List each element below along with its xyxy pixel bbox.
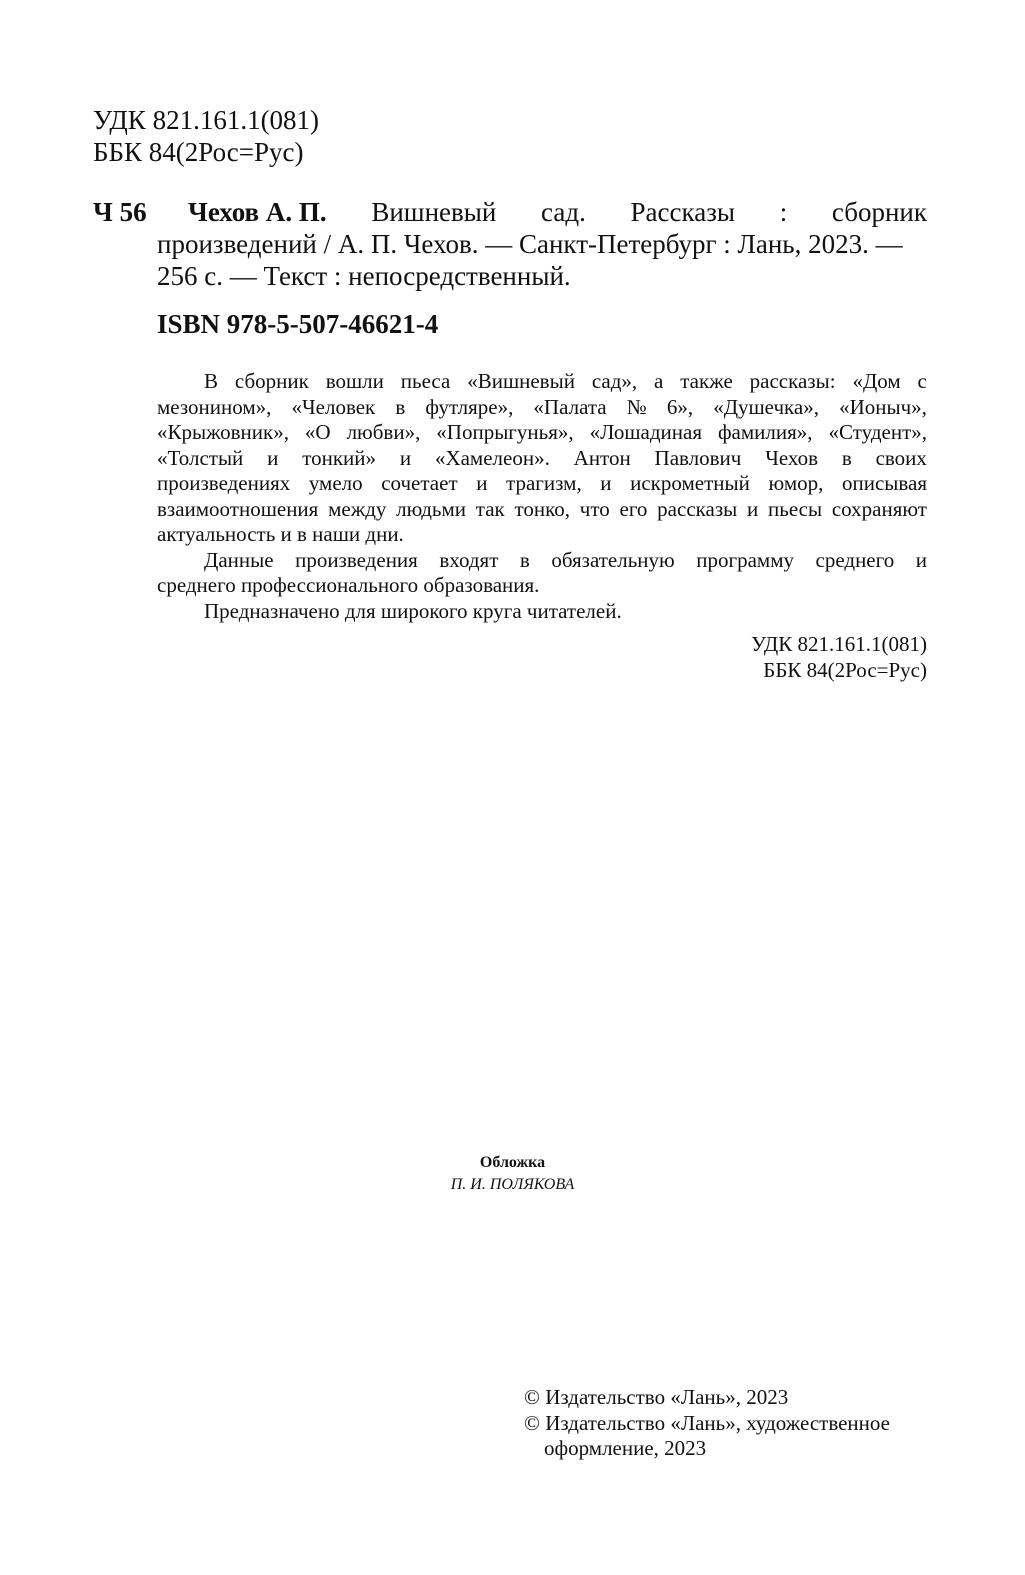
word: пьеса xyxy=(400,369,451,393)
word: программу xyxy=(696,547,794,572)
word: вошли xyxy=(325,369,384,393)
word: «Дом xyxy=(852,369,901,393)
word: мезонином», xyxy=(157,394,272,419)
word: взаимоотношения xyxy=(157,496,319,521)
word: «Палата xyxy=(533,394,607,419)
author-index: Ч 56 xyxy=(93,197,147,227)
word: сборник xyxy=(234,369,309,393)
word: и xyxy=(476,471,488,495)
word: «Человек xyxy=(291,394,376,419)
classification-codes-top xyxy=(93,104,319,168)
word: В xyxy=(204,369,219,393)
annotation-line xyxy=(157,369,927,395)
word: «Попрыгунья», xyxy=(436,420,574,444)
word: входят xyxy=(439,547,499,572)
word: 6», xyxy=(666,394,694,419)
cover-label: Обложка xyxy=(479,1154,546,1171)
word: искрометный xyxy=(630,471,750,495)
word: в xyxy=(841,445,852,470)
word: его xyxy=(619,496,648,521)
word: обязательную xyxy=(551,547,675,572)
word: произведения xyxy=(295,547,418,572)
biblio-heading xyxy=(188,196,927,228)
cover-credit xyxy=(0,1152,1025,1196)
copyright-line: оформление, 2023 xyxy=(544,1436,707,1460)
word: сохраняют xyxy=(831,496,927,521)
word: Антон xyxy=(573,445,631,470)
word: рассказы: xyxy=(749,369,836,393)
word: тонко, xyxy=(514,496,571,521)
biblio-first-line xyxy=(93,196,927,228)
bbk-code: ББК 84(2Рос=Рус) xyxy=(93,137,304,167)
word: и xyxy=(399,445,412,470)
word: с xyxy=(917,369,927,393)
word: любви», xyxy=(346,420,421,444)
word: людьми xyxy=(396,496,467,521)
classification-codes-bottom xyxy=(751,632,927,683)
udk-code: УДК 821.161.1(081) xyxy=(751,632,927,656)
cover-designer: П. И. ПОЛЯКОВА xyxy=(450,1176,575,1193)
isbn: ISBN 978-5-507-46621-4 xyxy=(157,309,439,339)
word: Павлович xyxy=(654,445,742,470)
title-word: сад. xyxy=(541,197,586,227)
word: так xyxy=(475,496,505,521)
title-word: : xyxy=(779,197,788,227)
word: «О xyxy=(304,420,331,444)
word: «Толстый xyxy=(157,445,244,470)
word: рассказы xyxy=(657,496,738,521)
annotation-line: Предназначено для широкого круга читателей. xyxy=(204,598,622,623)
word: «Вишневый xyxy=(467,369,575,393)
word: и xyxy=(915,547,927,572)
word: юмор, xyxy=(768,471,824,495)
word: «Крыжовник», xyxy=(157,420,289,444)
word: «Хамелеон». xyxy=(434,445,550,470)
word: сад», xyxy=(591,369,638,393)
word: и xyxy=(747,496,759,521)
biblio-line-3: 256 с. — Текст : непосредственный. xyxy=(157,261,571,291)
word: «Ионыч», xyxy=(839,394,927,419)
word: и xyxy=(600,471,612,495)
annotation-line xyxy=(157,471,927,497)
annotation xyxy=(157,369,927,624)
word: тонкий» xyxy=(302,445,377,470)
word: среднего xyxy=(815,547,895,572)
word: в xyxy=(519,547,530,572)
annotation-line xyxy=(157,497,927,523)
copyright-line: © Издательство «Лань», 2023 xyxy=(524,1385,789,1409)
word: своих xyxy=(875,445,927,470)
word: описывая xyxy=(841,471,927,495)
word: «Лошадиная xyxy=(589,420,702,444)
word: трагизм, xyxy=(506,471,582,495)
word: «Студент», xyxy=(828,420,927,444)
annotation-line xyxy=(157,395,927,421)
author-name: Чехов А. П. xyxy=(188,197,327,227)
word: футляре», xyxy=(425,394,514,419)
annotation-line xyxy=(157,446,927,472)
word: а xyxy=(654,369,664,393)
word: что xyxy=(579,496,610,521)
word: пьесы xyxy=(768,496,823,521)
word: Чехов xyxy=(765,445,818,470)
title-word: Вишневый xyxy=(371,197,497,227)
title-word: Рассказы xyxy=(630,197,735,227)
word: № xyxy=(626,394,647,419)
word: умело xyxy=(308,471,363,495)
word: фамилия», xyxy=(717,420,813,444)
bibliographic-record xyxy=(93,196,927,292)
word: Данные xyxy=(204,547,274,572)
word: также xyxy=(680,369,733,393)
word: и xyxy=(267,445,279,470)
copyright-line: © Издательство «Лань», художественное xyxy=(524,1410,890,1435)
udk-code: УДК 821.161.1(081) xyxy=(93,105,320,135)
annotation-line xyxy=(157,420,927,446)
word: произведениях xyxy=(157,471,291,495)
word: в xyxy=(395,394,406,419)
title-word: сборник xyxy=(831,197,927,227)
biblio-line-2: произведений / А. П. Чехов. — Санкт-Петербург : Лань, 2023. — xyxy=(157,229,903,259)
annotation-line: среднего профессионального образования. xyxy=(157,573,540,597)
word: «Душечка», xyxy=(713,394,819,419)
word: сочетает xyxy=(381,471,458,495)
annotation-line xyxy=(157,548,927,574)
annotation-line: актуальность и в наши дни. xyxy=(157,522,404,546)
copyright-block xyxy=(524,1385,890,1462)
word: между xyxy=(328,496,387,521)
bbk-code: ББК 84(2Рос=Рус) xyxy=(763,657,927,682)
